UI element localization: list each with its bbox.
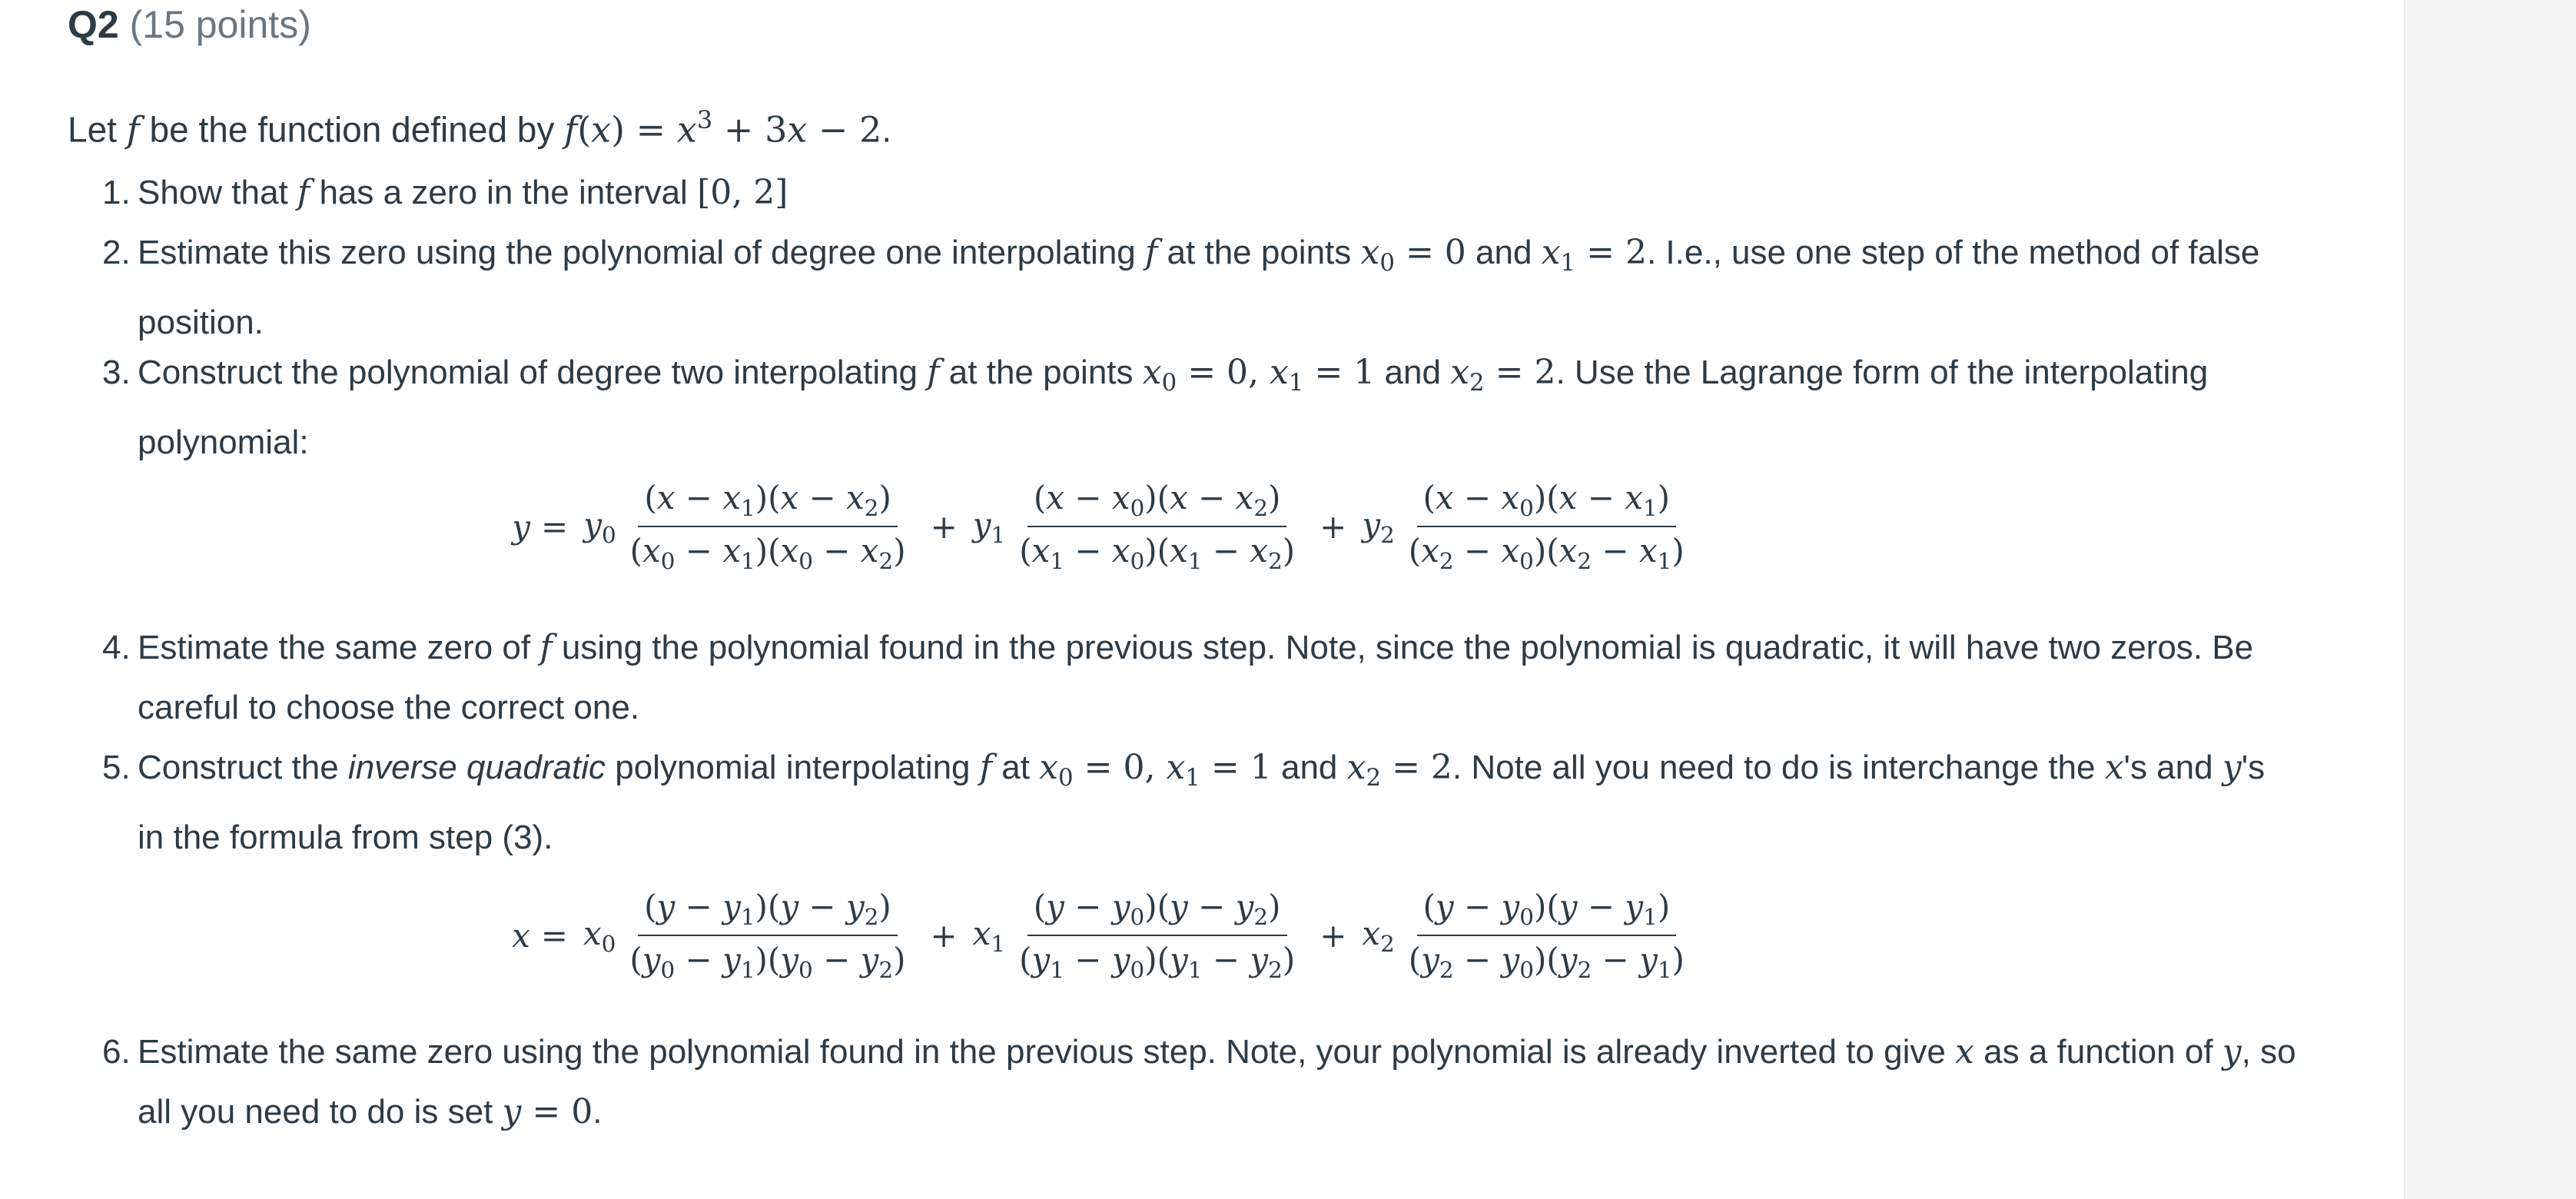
right-gutter xyxy=(2404,0,2576,1199)
list-item-2: 2. Estimate this zero using the polynomial of degree one interpolating f at the points $x_0 = 0$ and $x_1 = 2$. I.e., use one step of the method of false position. xyxy=(102,233,2260,342)
function-definition: f xyxy=(564,108,578,151)
inverse-quadratic-equation: x = $x_0$ $\frac{(y - y_1)(y - y_2)}{(y_0 - y_1)(y_0 - y_2)}$ + $x_1$ $\frac{(y - y_0)(y - y_2)}{(y_1 - y_0)(y_1 - y_2)}$ + $x_2$ $\frac{(y - y_0)(y - y_1)}{(y_2 - y_0)(y_2 - y_1)}$ xyxy=(512,888,1685,983)
list-item-4: 4. Estimate the same zero of f using the polynomial found in the previous step. Note, since the polynomial is quadratic, it will have two zeros. Be careful to choose the correct one. xyxy=(102,628,2254,726)
question-number: Q2 xyxy=(68,3,119,46)
question-intro: Let f be the function defined by $f(x) = x^3 + 3x - 2$. xyxy=(68,105,892,151)
interval: [0, 2] xyxy=(697,173,788,212)
list-item-6: 6. Estimate the same zero using the polynomial found in the previous step. Note, your polynomial is already inverted to give x as a function of y, so all you need to do is set y = 0. xyxy=(102,1032,2296,1131)
list-item-3: 3. Construct the polynomial of degree two interpolating f at the points $x_0 = 0$, $x_1 = 1$ and $x_2 = 2$. Use the Lagrange form of the interpolating polynomial: xyxy=(102,353,2209,462)
list-item-1: 1. Show that f has a zero in the interval [0, 2] xyxy=(102,173,788,212)
question-points: (15 points) xyxy=(129,3,311,46)
lagrange-equation: y = $y_0$ $\frac{(x - x_1)(x - x_2)}{(x_0 - x_1)(x_0 - x_2)}$ + $y_1$ $\frac{(x - x_0)(x - x_2)}{(x_1 - x_0)(x_1 - x_2)}$ + $y_2$ $\frac{(x - x_0)(x - x_1)}{(x_2 - x_0)(x_2 - x_1)}$ xyxy=(512,479,1685,574)
list-item-5: 5. Construct the inverse quadratic polynomial interpolating f at $x_0 = 0$, $x_1 = 1$ and $x_2 = 2$. Note all you need to do is interchange the x's and y's in the formula from step (3). xyxy=(102,748,2266,857)
question-title xyxy=(68,2,311,48)
